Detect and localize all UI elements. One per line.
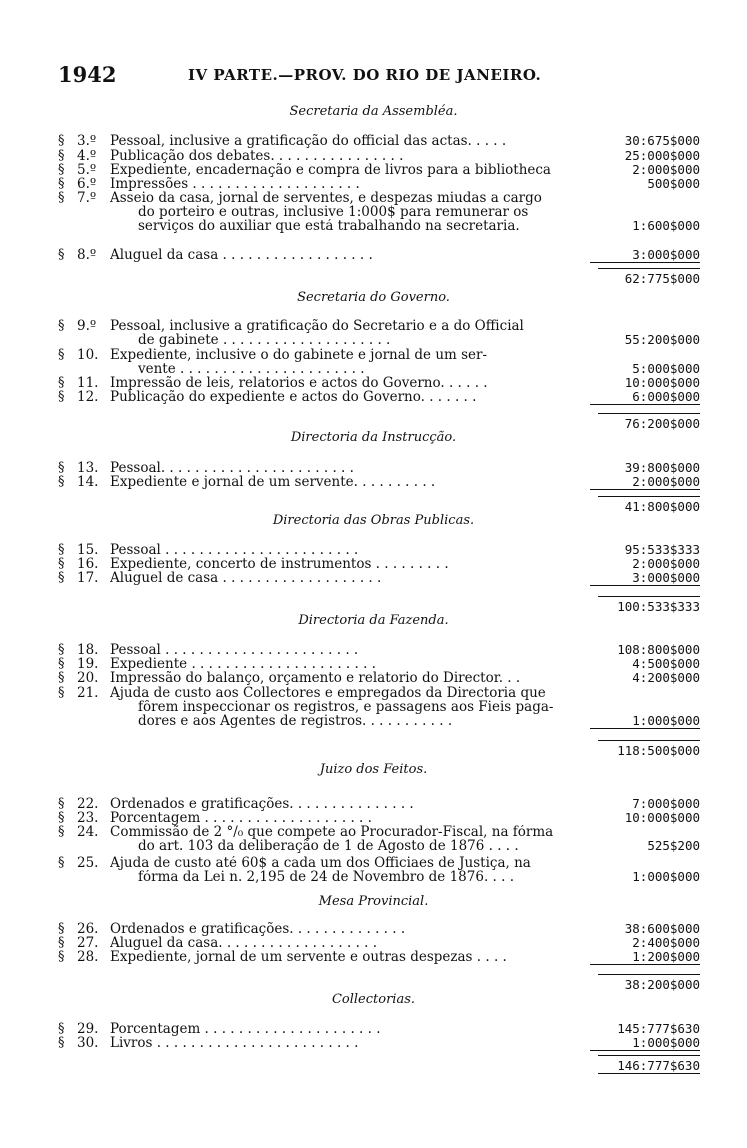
item-number: 24. bbox=[77, 824, 99, 840]
item-description: Publicação dos debates. . . . . . . . . . . . . . . . bbox=[110, 149, 404, 163]
budget-item bbox=[58, 1022, 700, 1036]
budget-item bbox=[58, 571, 700, 585]
section-total: 41:800$000 bbox=[598, 496, 700, 514]
item-number: 15. bbox=[77, 542, 99, 558]
section-sign: § bbox=[58, 670, 65, 685]
section-title: Juizo dos Feitos. bbox=[319, 762, 428, 777]
budget-item bbox=[58, 319, 700, 347]
item-description: Pessoal, inclusive a gratificação do official das actas. . . . . bbox=[110, 134, 507, 148]
section-sign: § bbox=[58, 796, 65, 811]
item-description: fórma da Lei n. 2,195 de 24 de Novembro de 1876. . . . bbox=[138, 870, 514, 884]
item-amount: 1:200$000 bbox=[590, 950, 700, 965]
section-sign: § bbox=[58, 389, 65, 404]
item-number: 18. bbox=[77, 642, 99, 658]
item-description: Expediente, encadernação e compra de livros para a bibliotheca bbox=[110, 163, 551, 177]
section-sign: § bbox=[58, 1021, 65, 1036]
budget-item bbox=[58, 191, 700, 233]
item-description: do art. 103 da deliberação de 1 de Agosto de 1876 . . . . bbox=[138, 839, 519, 853]
item-description: Aluguel da casa. . . . . . . . . . . . . . . . . . . bbox=[110, 936, 378, 950]
item-description: Aluguel da casa . . . . . . . . . . . . . . . . . . bbox=[110, 248, 373, 262]
item-number: 14. bbox=[77, 474, 99, 490]
item-description: Livros . . . . . . . . . . . . . . . . . . . . . . . . bbox=[110, 1036, 359, 1050]
section-sign: § bbox=[58, 642, 65, 657]
item-amount: 55:200$000 bbox=[624, 332, 700, 347]
item-description: Impressão do balanço, orçamento e relatorio do Director. . . bbox=[110, 671, 521, 685]
item-number: 7.º bbox=[77, 190, 97, 206]
item-amount: 5:000$000 bbox=[632, 361, 700, 376]
item-description: Ordenados e gratificações. . . . . . . . . . . . . . bbox=[110, 922, 406, 936]
budget-item bbox=[58, 163, 700, 177]
item-description: de gabinete . . . . . . . . . . . . . . . . . . . . bbox=[138, 333, 391, 347]
item-description: Expediente, jornal de um servente e outras despezas . . . . bbox=[110, 950, 507, 964]
item-number: 27. bbox=[77, 935, 99, 951]
item-description: Ajuda de custo aos Collectores e empregados da Directoria que bbox=[110, 686, 546, 700]
budget-item bbox=[58, 390, 700, 404]
section-total: 118:500$000 bbox=[598, 740, 700, 758]
item-amount: 1:000$000 bbox=[632, 869, 700, 884]
item-number: 23. bbox=[77, 810, 99, 826]
item-description: Publicação do expediente e actos do Governo. . . . . . . bbox=[110, 390, 477, 404]
item-amount: 3:000$000 bbox=[590, 571, 700, 586]
item-description: Impressão de leis, relatorios e actos do Governo. . . . . . bbox=[110, 376, 488, 390]
section-sign: § bbox=[58, 318, 65, 333]
item-description: fôrem inspeccionar os registros, e passagens aos Fieis paga- bbox=[138, 700, 554, 714]
item-amount: 108:800$000 bbox=[617, 642, 700, 657]
item-amount: 39:800$000 bbox=[624, 460, 700, 475]
section-sign: § bbox=[58, 375, 65, 390]
section-sign: § bbox=[58, 247, 65, 262]
item-amount: 25:000$000 bbox=[624, 148, 700, 163]
item-amount: 1:000$000 bbox=[590, 1036, 700, 1051]
item-amount: 3:000$000 bbox=[590, 248, 700, 263]
section-sign: § bbox=[58, 474, 65, 489]
item-amount: 2:000$000 bbox=[632, 162, 700, 177]
item-number: 20. bbox=[77, 670, 99, 686]
item-number: 28. bbox=[77, 949, 99, 965]
item-number: 12. bbox=[77, 389, 99, 405]
section-sign: § bbox=[58, 570, 65, 585]
item-number: 13. bbox=[77, 460, 99, 476]
item-number: 4.º bbox=[77, 148, 97, 164]
item-number: 6.º bbox=[77, 176, 97, 192]
item-number: 26. bbox=[77, 921, 99, 937]
section-sign: § bbox=[58, 460, 65, 475]
budget-item bbox=[58, 149, 700, 163]
item-amount: 2:000$000 bbox=[590, 475, 700, 490]
item-amount: 10:000$000 bbox=[624, 810, 700, 825]
item-amount: 2:000$000 bbox=[632, 556, 700, 571]
section-title: Directoria da Fazenda. bbox=[298, 613, 449, 628]
section-title: Directoria da Instrucção. bbox=[290, 430, 457, 445]
section-sign: § bbox=[58, 949, 65, 964]
section-title: Collectorias. bbox=[331, 992, 416, 1007]
budget-item bbox=[58, 936, 700, 950]
budget-item bbox=[58, 856, 700, 884]
budget-item bbox=[58, 1036, 700, 1050]
item-number: 19. bbox=[77, 656, 99, 672]
item-description: Ordenados e gratificações. . . . . . . . . . . . . . . bbox=[110, 797, 414, 811]
section-sign: § bbox=[58, 542, 65, 557]
section-total: 76:200$000 bbox=[598, 413, 700, 431]
item-number: 16. bbox=[77, 556, 99, 572]
item-number: 8.º bbox=[77, 247, 97, 263]
budget-item bbox=[58, 376, 700, 390]
section-sign: § bbox=[58, 133, 65, 148]
item-amount: 500$000 bbox=[647, 176, 700, 191]
budget-item bbox=[58, 248, 700, 262]
section-sign: § bbox=[58, 190, 65, 205]
section-sign: § bbox=[58, 656, 65, 671]
item-amount: 30:675$000 bbox=[624, 133, 700, 148]
item-description: Ajuda de custo até 60$ a cada um dos Officiaes de Justiça, na bbox=[110, 856, 531, 870]
item-number: 25. bbox=[77, 855, 99, 871]
budget-item bbox=[58, 348, 700, 376]
item-description: Pessoal . . . . . . . . . . . . . . . . . . . . . . . bbox=[110, 643, 359, 657]
budget-item bbox=[58, 475, 700, 489]
item-description: Pessoal. . . . . . . . . . . . . . . . . . . . . . . bbox=[110, 461, 354, 475]
item-description: Porcentagem . . . . . . . . . . . . . . . . . . . . bbox=[110, 811, 372, 825]
item-amount: 7:000$000 bbox=[632, 796, 700, 811]
item-number: 30. bbox=[77, 1035, 99, 1051]
item-amount: 38:600$000 bbox=[624, 921, 700, 936]
item-description: Pessoal . . . . . . . . . . . . . . . . . . . . . . . bbox=[110, 543, 359, 557]
item-number: 11. bbox=[77, 375, 99, 391]
budget-item bbox=[58, 922, 700, 936]
item-amount: 1:600$000 bbox=[632, 218, 700, 233]
item-description: Expediente . . . . . . . . . . . . . . . . . . . . . . bbox=[110, 657, 376, 671]
budget-item bbox=[58, 797, 700, 811]
item-description: Asseio da casa, jornal de serventes, e despezas miudas a cargo bbox=[110, 191, 542, 205]
budget-item bbox=[58, 811, 700, 825]
section-sign: § bbox=[58, 824, 65, 839]
section-total: 38:200$000 bbox=[598, 974, 700, 992]
section-title: Secretaria da Assembléa. bbox=[289, 104, 458, 119]
item-amount: 145:777$630 bbox=[617, 1021, 700, 1036]
item-amount: 95:533$333 bbox=[624, 542, 700, 557]
budget-item bbox=[58, 950, 700, 964]
item-description: Aluguel de casa . . . . . . . . . . . . . . . . . . . bbox=[110, 571, 382, 585]
section-sign: § bbox=[58, 556, 65, 571]
item-number: 21. bbox=[77, 685, 99, 701]
section-sign: § bbox=[58, 935, 65, 950]
budget-item bbox=[58, 177, 700, 191]
item-description: Impressões . . . . . . . . . . . . . . . . . . . . bbox=[110, 177, 360, 191]
budget-item bbox=[58, 643, 700, 657]
budget-item bbox=[58, 657, 700, 671]
item-description: dores e aos Agentes de registros. . . . . . . . . . . bbox=[138, 714, 453, 728]
page-number: 1942 bbox=[58, 62, 117, 87]
section-total: 100:533$333 bbox=[598, 596, 700, 614]
section-sign: § bbox=[58, 685, 65, 700]
section-total: 62:775$000 bbox=[598, 268, 700, 286]
section-sign: § bbox=[58, 347, 65, 362]
section-sign: § bbox=[58, 1035, 65, 1050]
item-number: 10. bbox=[77, 347, 99, 363]
item-amount: 1:000$000 bbox=[590, 714, 700, 729]
section-title: Directoria das Obras Publicas. bbox=[272, 513, 475, 528]
item-description: do porteiro e outras, inclusive 1:000$ para remunerar os bbox=[138, 205, 529, 219]
budget-item bbox=[58, 461, 700, 475]
item-description: serviços do auxiliar que está trabalhando na secretaria. bbox=[138, 219, 520, 233]
item-description: Expediente e jornal de um servente. . . . . . . . . . bbox=[110, 475, 436, 489]
item-number: 5.º bbox=[77, 162, 97, 178]
section-sign: § bbox=[58, 810, 65, 825]
item-number: 9.º bbox=[77, 318, 97, 334]
item-number: 22. bbox=[77, 796, 99, 812]
item-description: Expediente, inclusive o do gabinete e jornal de um ser- bbox=[110, 348, 488, 362]
page-header bbox=[58, 62, 708, 88]
item-number: 29. bbox=[77, 1021, 99, 1037]
item-description: Commissão de 2 °/₀ que compete ao Procurador-Fiscal, na fórma bbox=[110, 825, 554, 839]
budget-item bbox=[58, 686, 700, 728]
item-number: 17. bbox=[77, 570, 99, 586]
item-number: 3.º bbox=[77, 133, 97, 149]
section-sign: § bbox=[58, 855, 65, 870]
item-description: Porcentagem . . . . . . . . . . . . . . . . . . . . . bbox=[110, 1022, 381, 1036]
section-sign: § bbox=[58, 148, 65, 163]
item-amount: 6:000$000 bbox=[590, 390, 700, 405]
budget-item bbox=[58, 557, 700, 571]
item-amount: 4:500$000 bbox=[632, 656, 700, 671]
section-sign: § bbox=[58, 176, 65, 191]
section-title: Secretaria do Governo. bbox=[297, 290, 450, 305]
section-title: Mesa Provincial. bbox=[318, 894, 429, 909]
item-amount: 10:000$000 bbox=[624, 375, 700, 390]
section-total: 146:777$630 bbox=[598, 1055, 700, 1074]
budget-item bbox=[58, 825, 700, 853]
item-amount: 4:200$000 bbox=[632, 670, 700, 685]
item-description: Pessoal, inclusive a gratificação do Secretario e a do Official bbox=[110, 319, 524, 333]
item-description: vente . . . . . . . . . . . . . . . . . . . . . . bbox=[138, 362, 365, 376]
item-amount: 525$200 bbox=[647, 838, 700, 853]
section-sign: § bbox=[58, 162, 65, 177]
budget-item bbox=[58, 671, 700, 685]
item-amount: 2:400$000 bbox=[632, 935, 700, 950]
running-title: IV PARTE.—PROV. DO RIO DE JANEIRO. bbox=[188, 66, 542, 84]
item-description: Expediente, concerto de instrumentos . . . . . . . . . bbox=[110, 557, 449, 571]
section-sign: § bbox=[58, 921, 65, 936]
budget-item bbox=[58, 134, 700, 148]
budget-item bbox=[58, 543, 700, 557]
